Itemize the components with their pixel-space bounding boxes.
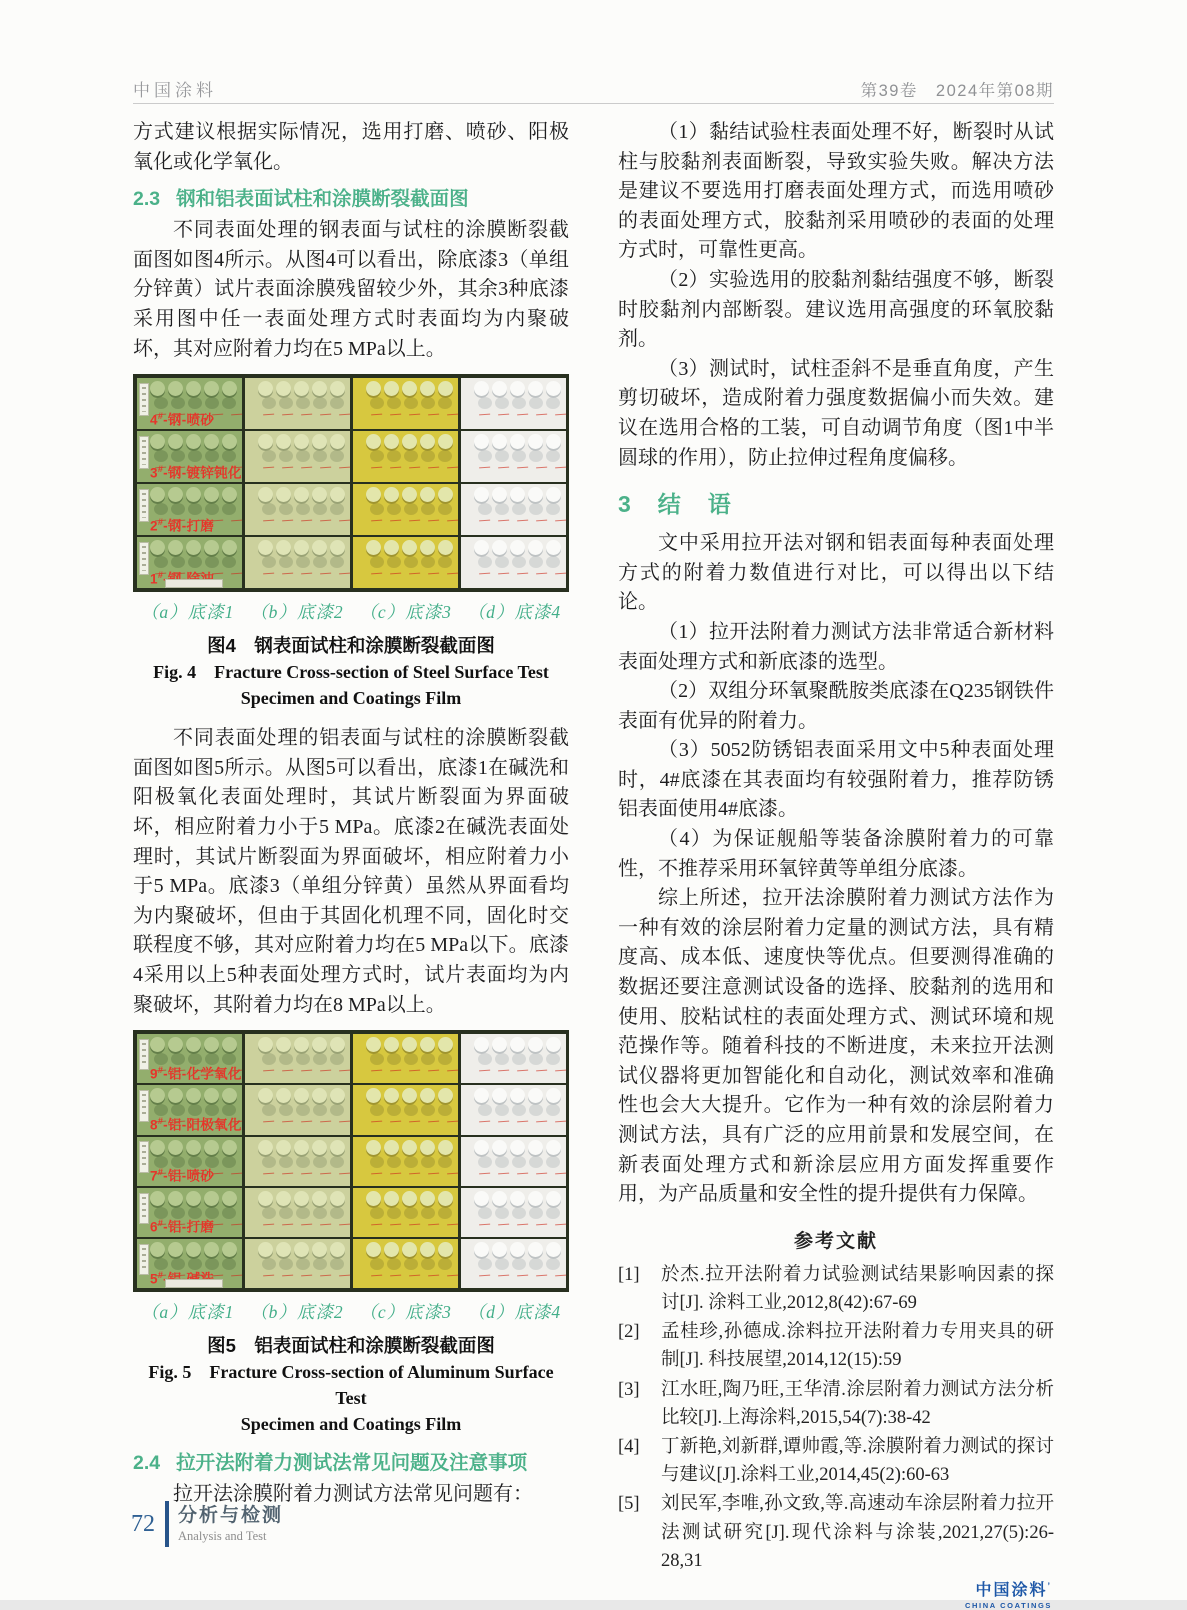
panel-side-tag — [139, 1039, 149, 1070]
section-heading-3: 3 结 语 — [618, 491, 733, 518]
panel-side-tag — [139, 383, 149, 416]
paragraph-fig4: 不同表面处理的钢表面与试柱的涂膜断裂截面图如图4所示。从图4可以看出，除底漆3（单组分锌黄）试片表面涂膜残留较少外，其余3种底漆采用图中任一表面处理方式时表面均为内聚破坏，其对应附着力均在5 MPa以上。 — [133, 219, 569, 360]
specimen-panel — [245, 537, 350, 588]
conclusion-2: （2）双组分环氧聚酰胺类底漆在Q235钢铁件表面有优异的附着力。 — [618, 680, 1054, 732]
specimen-footprints — [245, 1101, 350, 1116]
handwritten-values — [461, 1270, 566, 1276]
specimen-row-label: 3#-钢-镀锌钝化 — [150, 463, 242, 481]
handwritten-values — [353, 1219, 458, 1225]
specimen-panel — [137, 1239, 242, 1288]
paragraph-2-4: 拉开法涂膜附着力测试方法常见问题有： — [173, 1483, 533, 1506]
specimen-row-label: 7#-铝-喷砂 — [150, 1167, 215, 1184]
specimen-footprints — [353, 394, 458, 409]
specimen-footprints — [353, 447, 458, 462]
references-title: 参考文献 — [793, 1230, 878, 1252]
right-column — [618, 118, 1054, 1610]
handwritten-values — [353, 1116, 458, 1122]
handwritten-values — [245, 409, 350, 415]
conclusion-intro: 文中采用拉开法对钢和铝表面每种表面处理方式的附着力数值进行对比，可以得出以下结论。 — [618, 532, 1054, 614]
conclusion-3: （3）5052防锈铝表面采用文中5种表面处理时，4#底漆在其表面均有较强附着力，推荐防锈铝表面使用4#底漆。 — [618, 739, 1054, 821]
figure-subcaption: （d）底漆4 — [467, 602, 562, 623]
specimen-panel — [353, 1239, 458, 1288]
specimen-panel — [137, 1137, 242, 1186]
specimen-footprints — [461, 1050, 566, 1065]
figure-row — [137, 1239, 565, 1288]
figure-row — [137, 1034, 565, 1083]
handwritten-values — [245, 1219, 350, 1225]
figure4-caption-cn: 图4 钢表面试柱和涂膜断裂截面图 — [207, 635, 495, 657]
conclusion-1: （1）拉开法附着力测试方法非常适合新材料表面处理方式和新底漆的选型。 — [618, 620, 1054, 673]
specimen-panel — [461, 484, 566, 535]
handwritten-values — [353, 515, 458, 521]
specimen-panel — [353, 1137, 458, 1186]
specimen-panel — [353, 1188, 458, 1237]
specimen-panel — [245, 484, 350, 535]
figure4-caption-en-1: Fig. 4 Fracture Cross-section of Steel Surface Test — [153, 662, 549, 683]
reference-item: [3] 江水旺,陶乃旺,王华清.涂层附着力测试方法分析比较[J].上海涂料,2015,54(7):38-42 — [618, 1379, 1054, 1428]
figure-row — [137, 1188, 565, 1237]
specimen-row-label: 6#-铝-打磨 — [150, 1218, 215, 1235]
figure4-caption-en-2: Specimen and Coatings Film — [240, 688, 462, 709]
handwritten-values — [461, 515, 566, 521]
issue-info: 第39卷 2024年第08期 — [860, 82, 1054, 100]
specimen-footprints — [245, 394, 350, 409]
specimen-panel — [137, 378, 242, 429]
figure-row — [137, 537, 565, 588]
problem-2: （2）实验选用的胶黏剂黏结强度不够，断裂时胶黏剂内部断裂。建议选用高强度的环氧胶黏剂。 — [618, 268, 1054, 351]
figure-row — [137, 431, 565, 482]
left-column — [133, 118, 569, 1610]
logo-cn-text: 中国涂料 ’ — [618, 1583, 1052, 1599]
specimen-row-label: 2#-钢-打磨 — [150, 516, 215, 534]
specimen-panel — [245, 1239, 350, 1288]
specimen-panel — [245, 378, 350, 429]
specimen-footprints — [245, 447, 350, 462]
specimen-footprints — [245, 1255, 350, 1270]
specimen-footprints — [353, 1050, 458, 1065]
specimen-footprints — [353, 1204, 458, 1219]
specimen-panel — [137, 431, 242, 482]
problem-3: （3）测试时，试柱歪斜不是垂直角度，产生剪切破坏，造成附着力强度数据偏小而失效。建议在选用合格的工装，可自动调节角度（图1中半圆球的作用），防止拉伸过程角度偏移。 — [618, 357, 1054, 469]
figure-row — [137, 1137, 565, 1186]
reference-item: [5] 刘民军,李唯,孙文致,等.高速动车涂层附着力拉开法测试研究[J].现代涂料与涂装,2021,27(5):26-28,31 — [618, 1494, 1054, 1571]
paragraph-intro: 方式建议根据实际情况，选用打磨、喷砂、阳极氧化或化学氧化。 — [133, 121, 569, 173]
figure4-subcaptions — [133, 599, 569, 624]
paragraph-fig5: 不同表面处理的铝表面与试柱的涂膜断裂截面图如图5所示。从图5可以看出，底漆1在碱洗和阳极氧化表面处理时，其试片断裂面为界面破坏，相应附着力小于5 MPa。底漆2在碱洗表面处理时，其试片断裂面为界面破坏，相应附着力小于5 MPa。底漆3（单组分锌黄）虽然从界面看均为内聚破坏，但由于其固化机理不同，固化时交联程度不够，其对应附着力均在5 MPa以下。底漆4采用以上5种表面处理方式时，试片表面均为内聚破坏，其附着力均在8 MPa以上。 — [133, 727, 569, 1016]
specimen-footprints — [461, 500, 566, 515]
specimen-panel — [353, 431, 458, 482]
figure-row — [137, 1085, 565, 1134]
handwritten-values — [461, 1065, 566, 1071]
handwritten-values — [353, 1065, 458, 1071]
two-column-body — [133, 118, 1054, 1610]
specimen-panel — [353, 1085, 458, 1134]
specimen-footprints — [245, 1204, 350, 1219]
figure-4 — [133, 374, 569, 711]
handwritten-values — [245, 462, 350, 468]
header-rule — [133, 103, 1054, 104]
specimen-footprints — [461, 447, 566, 462]
specimen-row-label: 4#-钢-喷砂 — [150, 410, 215, 428]
problem-1: （1）黏结试验柱表面处理不好，断裂时从试柱与胶黏剂表面断裂，导致实验失败。解决方法是建议不要选用打磨表面处理方式，而选用喷砂的表面处理方式，胶黏剂采用喷砂的表面的处理方式时，可靠性更高。 — [618, 121, 1054, 262]
specimen-footprints — [461, 1204, 566, 1219]
specimen-panel — [245, 1188, 350, 1237]
figure-subcaption: （d）底漆4 — [467, 1302, 562, 1323]
handwritten-values — [245, 1116, 350, 1122]
specimen-footprints — [245, 500, 350, 515]
figure-subcaption: （c）底漆3 — [359, 602, 452, 623]
specimen-panel — [353, 378, 458, 429]
specimen-panel — [245, 431, 350, 482]
figure-subcaption: （a）底漆1 — [140, 602, 235, 623]
specimen-footprints — [353, 1255, 458, 1270]
panel-side-tag — [139, 542, 149, 575]
handwritten-values — [353, 568, 458, 574]
specimen-panel — [245, 1137, 350, 1186]
specimen-footprints — [461, 1255, 566, 1270]
logo-en-text: CHINA COATINGS — [965, 1601, 1052, 1610]
figure-subcaption: （a）底漆1 — [140, 1302, 235, 1323]
specimen-row-label: 5# — [150, 1269, 164, 1287]
reference-item: [1] 於杰.拉开法附着力试验测试结果影响因素的探讨[J]. 涂料工业,2012,8(42):67-69 — [618, 1264, 1054, 1313]
specimen-panel — [461, 1137, 566, 1186]
specimen-panel — [353, 484, 458, 535]
specimen-row-label: 8#-铝-阳极氧化 — [150, 1116, 242, 1133]
panel-side-tag — [139, 1141, 149, 1172]
conclusion-4: （4）为保证舰船等装备涂膜附着力的可靠性，不推荐采用环氧锌黄等单组分底漆。 — [618, 828, 1054, 880]
specimen-footprints — [461, 394, 566, 409]
specimen-panel — [461, 1239, 566, 1288]
panel-side-tag — [139, 1090, 149, 1121]
specimen-footprints — [245, 553, 350, 568]
specimen-footprints — [245, 1153, 350, 1168]
specimen-footprints — [461, 1153, 566, 1168]
specimen-panel — [245, 1085, 350, 1134]
specimen-footprints — [461, 1101, 566, 1116]
specimen-panel — [245, 1034, 350, 1083]
panel-side-tag — [139, 436, 149, 469]
specimen-panel — [461, 1034, 566, 1083]
footer-section-en: Analysis and Test — [178, 1528, 267, 1543]
specimen-panel — [137, 1034, 242, 1083]
figure-5 — [133, 1030, 569, 1437]
specimen-footprints — [245, 1050, 350, 1065]
specimen-panel — [461, 431, 566, 482]
specimen-panel — [137, 1188, 242, 1237]
figure-subcaption: （b）底漆2 — [250, 1302, 344, 1323]
specimen-footprints — [353, 553, 458, 568]
figure-subcaption: （c）底漆3 — [359, 1302, 452, 1323]
panel-bottom-tag — [165, 579, 223, 588]
specimen-panel — [137, 537, 242, 588]
page-header — [133, 76, 1054, 101]
reference-item: [4] 丁新艳,刘新群,谭帅霞,等.涂膜附着力测试的探讨与建议[J].涂料工业,2014,45(2):60-63 — [618, 1437, 1054, 1486]
figure5-caption-cn: 图5 铝表面试柱和涂膜断裂截面图 — [207, 1335, 495, 1357]
handwritten-values — [353, 409, 458, 415]
specimen-panel — [461, 1188, 566, 1237]
handwritten-values — [245, 1270, 350, 1276]
handwritten-values — [245, 568, 350, 574]
specimen-panel — [461, 537, 566, 588]
handwritten-values — [245, 1168, 350, 1174]
handwritten-values — [353, 1270, 458, 1276]
handwritten-values — [461, 1168, 566, 1174]
panel-side-tag — [139, 489, 149, 522]
section-heading-2-4: 2.4 拉开法附着力测试法常见问题及注意事项 — [133, 1452, 528, 1475]
specimen-row-label: 1# — [150, 569, 164, 587]
handwritten-values — [245, 1065, 350, 1071]
panel-bottom-tag — [165, 1279, 223, 1288]
handwritten-values — [461, 1219, 566, 1225]
specimen-footprints — [353, 1101, 458, 1116]
page-number: 72 — [131, 1510, 155, 1537]
panel-side-tag — [139, 1244, 149, 1275]
footer-section-cn: 分析与检测 — [178, 1504, 284, 1526]
figure-subcaption: （b）底漆2 — [250, 602, 344, 623]
figure-row — [137, 484, 565, 535]
handwritten-values — [245, 515, 350, 521]
specimen-panel — [353, 1034, 458, 1083]
handwritten-values — [461, 1116, 566, 1122]
journal-name: 中国涂料 — [133, 81, 217, 100]
specimen-panel — [461, 378, 566, 429]
specimen-footprints — [353, 500, 458, 515]
figure5-subcaptions — [133, 1299, 569, 1324]
handwritten-values — [461, 462, 566, 468]
footer-divider — [165, 1501, 169, 1547]
handwritten-values — [353, 1168, 458, 1174]
page-footer — [131, 1501, 283, 1547]
handwritten-values — [353, 462, 458, 468]
specimen-footprints — [353, 1153, 458, 1168]
specimen-row-label: 9#-铝-化学氧化 — [150, 1064, 242, 1082]
reference-item: [2] 孟桂珍,孙德成.涂料拉开法附着力专用夹具的研制[J]. 科技展望,2014,12(15):59 — [618, 1322, 1054, 1371]
specimen-panel — [137, 1085, 242, 1134]
specimen-panel — [137, 484, 242, 535]
figure-row — [137, 378, 565, 429]
handwritten-values — [461, 568, 566, 574]
figure5-photo — [133, 1030, 569, 1292]
conclusion-summary: 综上所述，拉开法涂膜附着力测试方法作为一种有效的涂层附着力定量的测试方法，具有精度高、成本低、速度快等优点。但要测得准确的数据还要注意测试设备的选择、胶黏剂的选用和使用、胶粘试柱的表面处理方式、测试环境和规范操作等。随着科技的不断进度，未来拉开法测试仪器将更加智能化和自动化，测试效率和准确性也会大大提升。它作为一种有效的涂层附着力测试方法，具有广泛的应用前景和发展空间，在新表面处理方式和新涂层应用方面发挥重要作用，为产品质量和安全性的提升提供有力保障。 — [618, 887, 1054, 1206]
specimen-footprints — [461, 553, 566, 568]
handwritten-values — [461, 409, 566, 415]
china-coatings-logo — [618, 1583, 1054, 1610]
specimen-panel — [353, 537, 458, 588]
panel-side-tag — [139, 1193, 149, 1224]
section-heading-2-3: 2.3 钢和铝表面试柱和涂膜断裂截面图 — [133, 188, 469, 211]
figure5-caption-en-1: Fig. 5 Fracture Cross-section of Aluminum Surface Test — [148, 1362, 554, 1409]
figure5-caption-en-2: Specimen and Coatings Film — [240, 1414, 462, 1435]
figure4-photo — [133, 374, 569, 592]
specimen-panel — [461, 1085, 566, 1134]
